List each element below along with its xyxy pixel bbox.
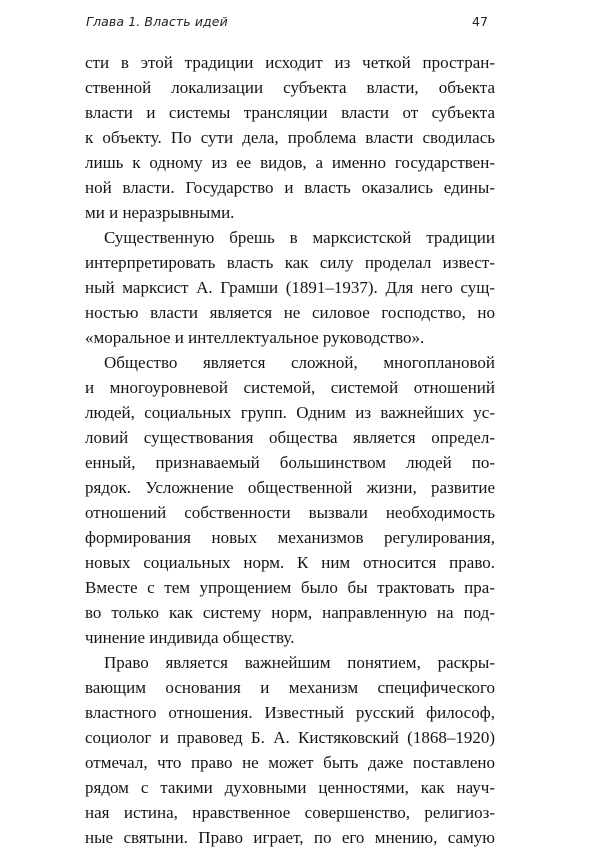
paragraph [85,650,495,850]
text-line: ственной локализации субъекта власти, объекта [85,78,495,97]
text-line: чинение индивида обществу. [85,628,295,647]
paragraph [85,350,495,650]
text-line: енный, признаваемый большинством людей по- [85,453,495,472]
text-line: «моральное и интеллектуальное руководство». [85,328,425,347]
text-line: ностью власти является не силовое господство, но [85,303,495,322]
text-line: Право является важнейшим понятием, раскры- [104,653,495,672]
page-number: 47 [472,14,488,29]
text-line: во только как систему норм, направленную на под- [85,603,495,622]
paragraph [85,50,495,225]
text-line: ная истина, нравственное совершенство, религиоз- [85,803,495,822]
text-line: ной власти. Государство и власть оказались едины- [85,178,495,197]
body-text [85,50,495,850]
text-line: сти в этой традиции исходит из четкой простран- [85,53,495,72]
text-line: лишь к одному из ее видов, а именно государствен- [85,153,495,172]
paragraph [85,225,495,350]
text-line: ные святыни. Право играет, по его мнению, самую [85,828,495,847]
text-line: властного отношения. Известный русский философ, [85,703,495,722]
text-line: ми и неразрывными. [85,203,235,222]
text-line: и многоуровневой системой, системой отношений [85,378,495,397]
text-line: рядок. Усложнение общественной жизни, развитие [85,478,495,497]
text-line: к объекту. По сути дела, проблема власти сводилась [85,128,495,147]
text-line: вающим основания и механизм специфического [85,678,495,697]
text-line: Вместе с тем упрощением было бы трактовать пра- [85,578,495,597]
text-line: социолог и правовед Б. А. Кистяковский (1868–1920) [85,728,495,747]
text-line: отношений собственности вызвали необходимость [85,503,495,522]
text-line: власти и системы трансляции власти от субъекта [85,103,495,122]
text-line: Существенную брешь в марксистской традиции [104,228,495,247]
text-line: рядом с такими духовными ценностями, как науч- [85,778,495,797]
text-line: новых социальных норм. К ним относится право. [85,553,495,572]
running-head: Глава 1. Власть идей [86,14,228,29]
text-line: формирования новых механизмов регулирования, [85,528,495,547]
text-line: людей, социальных групп. Одним из важнейших ус- [85,403,495,422]
text-line: отмечал, что право не может быть даже поставлено [85,753,495,772]
text-line: интерпретировать власть как силу проделал извест- [85,253,495,272]
text-line: ный марксист А. Грамши (1891–1937). Для него сущ- [85,278,495,297]
text-line: Общество является сложной, многоплановой [104,353,495,372]
text-line: ловий существования общества является определ- [85,428,495,447]
